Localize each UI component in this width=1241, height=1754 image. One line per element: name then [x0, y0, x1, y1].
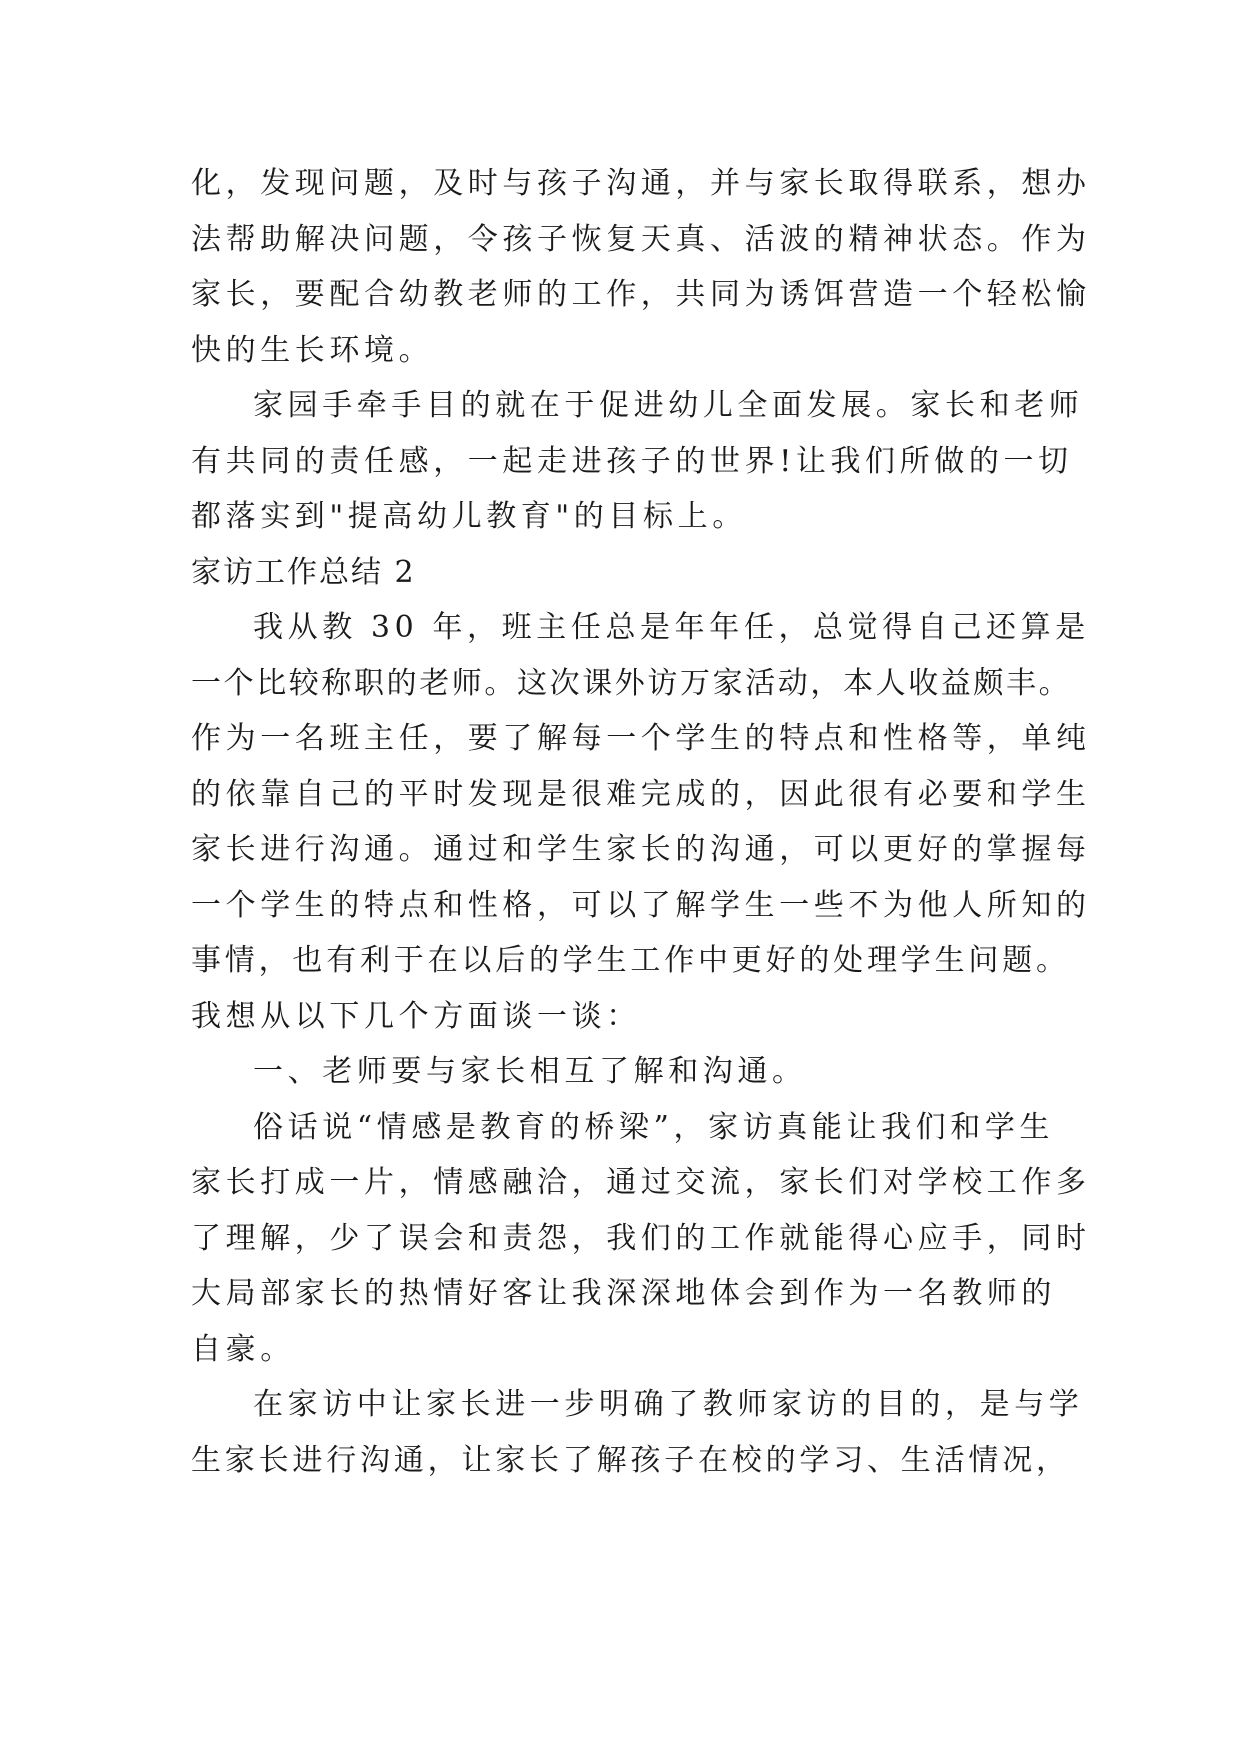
section-heading: 家访工作总结 2: [191, 554, 416, 590]
paragraph-line: 快的生长环境。: [191, 332, 434, 368]
paragraph-line: 作为一名班主任，要了解每一个学生的特点和性格等，单纯: [191, 721, 1091, 756]
paragraph-line: 都落实到"提高幼儿教育"的目标上。: [191, 499, 747, 534]
paragraph-line: 自豪。: [191, 1331, 295, 1367]
document-body: [191, 156, 1091, 1488]
paragraph-line: 俗话说“情感是教育的桥梁”，家访真能让我们和学生: [253, 1109, 1055, 1145]
paragraph-line: 事情，也有利于在以后的学生工作中更好的处理学生问题。: [191, 943, 1070, 978]
paragraph-line: 有共同的责任感，一起走进孩子的世界!让我们所做的一切: [191, 443, 1073, 479]
paragraph-line: 家长，要配合幼教老师的工作，共同为诱饵营造一个轻松愉: [191, 277, 1091, 312]
paragraph-line: 化，发现问题，及时与孩子沟通，并与家长取得联系，想办: [191, 166, 1091, 201]
paragraph-line: 我想从以下几个方面谈一谈：: [191, 998, 641, 1034]
paragraph-line: 生家长进行沟通，让家长了解孩子在校的学习、生活情况，: [191, 1442, 1070, 1478]
paragraph-line: 在家访中让家长进一步明确了教师家访的目的，是与学: [253, 1387, 1084, 1422]
paragraph-line: 一个学生的特点和性格，可以了解学生一些不为他人所知的: [191, 887, 1091, 923]
paragraph-line: 一个比较称职的老师。这次课外访万家活动，本人收益颇丰。: [191, 665, 1072, 701]
paragraph-line: 法帮助解决问题，令孩子恢复天真、活波的精神状态。作为: [191, 221, 1091, 257]
paragraph-line: 一、老师要与家长相互了解和沟通。: [253, 1054, 807, 1089]
paragraph-line: 家园手牵手目的就在于促进幼儿全面发展。家长和老师: [253, 388, 1084, 423]
paragraph-line: 了理解，少了误会和责怨，我们的工作就能得心应手，同时: [191, 1220, 1091, 1256]
paragraph-line: 我从教 30 年，班主任总是年年任，总觉得自己还算是: [253, 610, 1090, 645]
paragraph-line: 的依靠自己的平时发现是很难完成的，因此很有必要和学生: [191, 776, 1091, 812]
paragraph-line: 大局部家长的热情好客让我深深地体会到作为一名教师的: [191, 1276, 1056, 1311]
paragraph-line: 家长进行沟通。通过和学生家长的沟通，可以更好的掌握每: [191, 832, 1091, 867]
paragraph-line: 家长打成一片，情感融洽，通过交流，家长们对学校工作多: [191, 1165, 1091, 1200]
